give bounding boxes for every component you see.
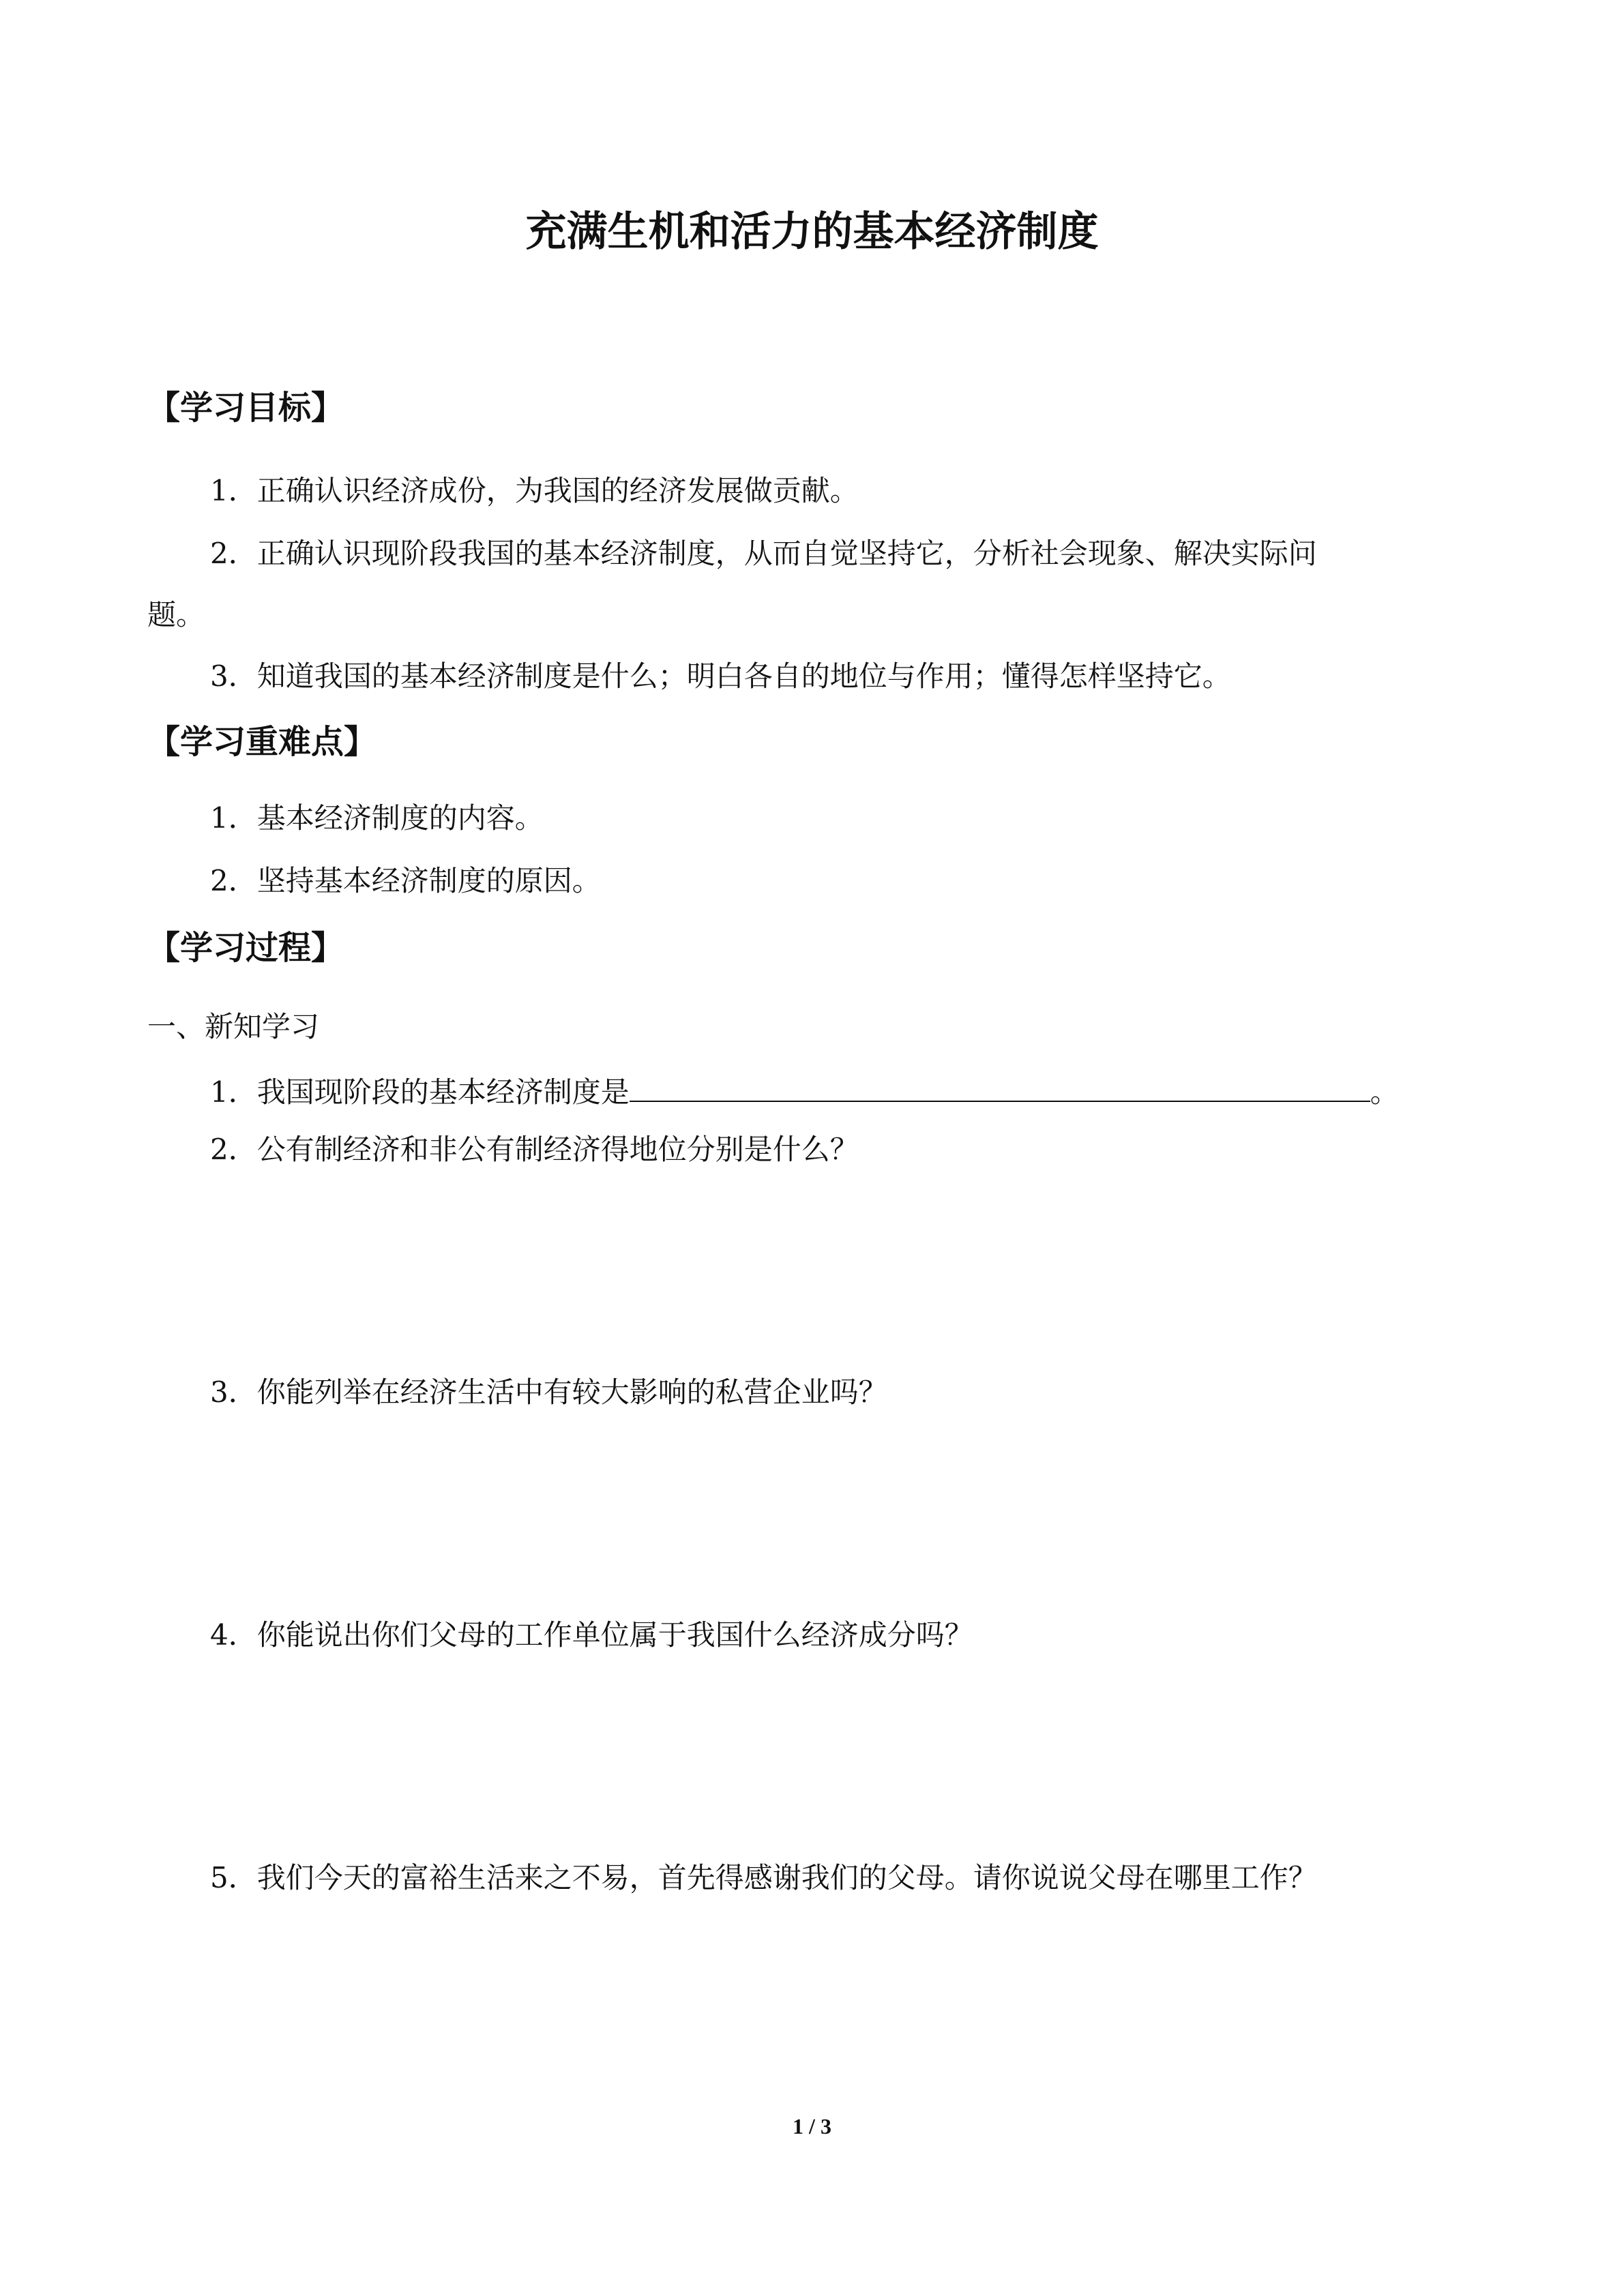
objective-item-2-continued: 题。	[147, 598, 205, 631]
objective-item-1: 1．正确认识经济成份，为我国的经济发展做贡献。	[210, 474, 859, 507]
objective-item-3: 3．知道我国的基本经济制度是什么；明白各自的地位与作用；懂得怎样坚持它。	[210, 659, 1231, 693]
question-1-text: 1．我国现阶段的基本经济制度是	[210, 1075, 630, 1109]
heading-keypoints: 【学习重难点】	[147, 723, 377, 761]
question-5: 5．我们今天的富裕生活来之不易，首先得感谢我们的父母。请你说说父母在哪里工作？	[210, 1861, 1317, 1894]
answer-blank[interactable]	[630, 1071, 1370, 1102]
question-3: 3．你能列举在经济生活中有较大影响的私营企业吗？	[210, 1375, 887, 1409]
objective-item-2: 2．正确认识现阶段我国的基本经济制度，从而自觉坚持它，分析社会现象、解决实际问	[210, 537, 1317, 570]
document-title: 充满生机和活力的基本经济制度	[525, 208, 1099, 256]
keypoint-item-2: 2．坚持基本经济制度的原因。	[210, 864, 601, 897]
question-1-end: 。	[1370, 1075, 1399, 1109]
heading-process: 【学习过程】	[147, 929, 344, 967]
section-new-knowledge: 一、新知学习	[147, 1010, 320, 1043]
heading-objectives: 【学习目标】	[147, 389, 344, 427]
page-number: 1 / 3	[793, 2114, 831, 2138]
question-1	[210, 1071, 1399, 1112]
question-4: 4．你能说出你们父母的工作单位属于我国什么经济成分吗？	[210, 1618, 973, 1652]
keypoint-item-1: 1．基本经济制度的内容。	[210, 801, 544, 835]
question-2: 2．公有制经济和非公有制经济得地位分别是什么？	[210, 1133, 859, 1166]
